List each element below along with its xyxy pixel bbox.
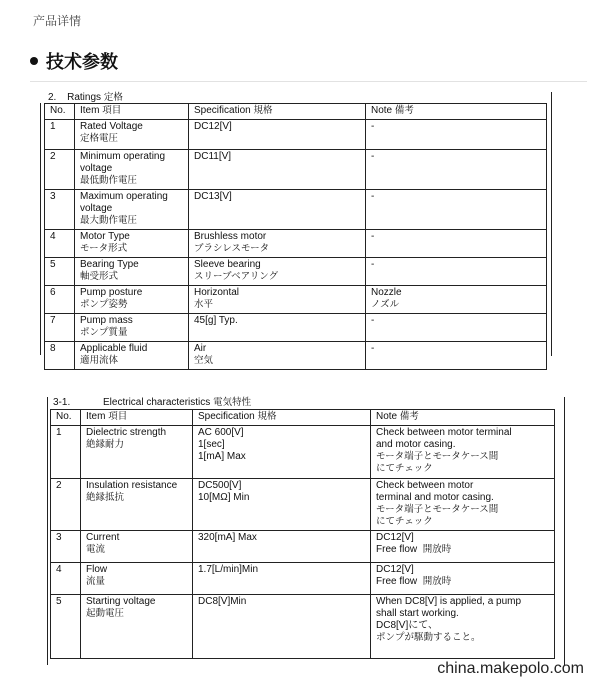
item-jp: ポンプ質量: [80, 327, 128, 338]
spec-en: Air: [194, 343, 207, 354]
cell-note: [366, 258, 547, 286]
spec-en: DC11[V]: [194, 151, 232, 162]
cell-no: 2: [45, 150, 75, 190]
cell-note: [371, 479, 555, 531]
cell-spec: [193, 426, 371, 479]
ratings-body: [45, 120, 547, 370]
item-jp: 最低動作電圧: [80, 175, 138, 186]
table-row: [45, 230, 547, 258]
note-jp: 開放時: [422, 576, 452, 587]
note-line-pair: [376, 544, 551, 556]
section-divider: [30, 81, 587, 82]
table-row: [45, 190, 547, 230]
spec-jp: 空気: [194, 355, 214, 366]
col-header-note: [371, 410, 555, 426]
note-jp: ノズル: [371, 299, 400, 310]
scan-border-left: [40, 103, 41, 355]
col-header-spec: [189, 104, 366, 120]
item-en: Dielectric strength: [86, 427, 167, 438]
note-line: DC8[V]にて、: [376, 620, 439, 631]
note-en: -: [371, 191, 375, 202]
table-row: [45, 120, 547, 150]
table-row: [51, 531, 555, 563]
note-line: DC12[V]: [376, 564, 414, 575]
electrical-header-row: [51, 410, 555, 426]
item-jp: 軸受形式: [80, 271, 119, 282]
spec-line: 320[mA] Max: [198, 532, 257, 543]
note-line: Check between motor: [376, 480, 474, 491]
item-en: Motor Type: [80, 231, 130, 242]
cell-item: [75, 342, 189, 370]
cell-note: [366, 150, 547, 190]
item-jp: 適用流体: [80, 355, 119, 366]
spec-en: Sleeve bearing: [194, 259, 261, 270]
item-jp: モータ形式: [80, 243, 128, 254]
note-en: Nozzle: [371, 287, 402, 298]
cell-item: [75, 314, 189, 342]
item-jp: ポンプ姿勢: [80, 299, 128, 310]
product-details-header: 产品详情: [33, 14, 82, 28]
cell-item: [75, 286, 189, 314]
ratings-table: [44, 103, 547, 370]
cell-item: [75, 190, 189, 230]
item-jp: 絶縁耐力: [86, 439, 125, 450]
note-line: When DC8[V] is applied, a pump: [376, 596, 522, 607]
cell-no: 5: [45, 258, 75, 286]
note-en: -: [371, 121, 375, 132]
section-heading: [30, 48, 118, 74]
item-en: Current: [86, 532, 120, 543]
electrical-caption-number: 3-1.: [53, 397, 71, 408]
item-jp: 起動電圧: [86, 608, 125, 619]
electrical-body: [51, 426, 555, 659]
col-header-spec: [193, 410, 371, 426]
spec-en: Brushless motor: [194, 231, 267, 242]
item-en: Flow: [86, 564, 108, 575]
cell-no: 2: [51, 479, 81, 531]
cell-spec: [189, 314, 366, 342]
note-jp-line: モータ端子とモータケース間: [376, 504, 499, 515]
cell-no: 4: [51, 563, 81, 595]
cell-no: 6: [45, 286, 75, 314]
cell-note: [371, 595, 555, 659]
item-en: Maximum operating voltage: [80, 191, 168, 214]
col-header-item: [81, 410, 193, 426]
cell-note: [366, 286, 547, 314]
cell-spec: [189, 342, 366, 370]
item-jp: 絶縁抵抗: [86, 492, 125, 503]
spec-jp: ブラシレスモータ: [194, 243, 270, 254]
note-en: -: [371, 343, 375, 354]
section-title: 技术参数: [46, 52, 118, 73]
note-line: DC12[V]: [376, 532, 414, 543]
spec-line: DC500[V]: [198, 480, 242, 491]
note-jp-line: ポンプが駆動すること。: [376, 632, 481, 643]
cell-no: 8: [45, 342, 75, 370]
electrical-caption-jp: 電気特性: [213, 397, 252, 408]
col-header-note-jp: 備考: [394, 105, 414, 116]
cell-spec: [193, 595, 371, 659]
cell-spec: [189, 286, 366, 314]
cell-no: 3: [51, 531, 81, 563]
col-header-spec-en: Specification: [194, 105, 251, 116]
item-en: Rated Voltage: [80, 121, 143, 132]
cell-no: 4: [45, 230, 75, 258]
col-header-item-jp: 項目: [108, 411, 128, 422]
item-en: Pump posture: [80, 287, 143, 298]
table-row: [45, 150, 547, 190]
note-en: Free flow: [376, 576, 418, 587]
cell-item: [81, 531, 193, 563]
note-en: -: [371, 315, 375, 326]
cell-spec: [189, 258, 366, 286]
scan-border-right: [551, 92, 552, 356]
ratings-header-row: [45, 104, 547, 120]
table-row: [45, 342, 547, 370]
col-header-spec-en: Specification: [198, 411, 255, 422]
spec-jp: 水平: [194, 299, 214, 310]
cell-spec: [189, 190, 366, 230]
note-line: shall start working.: [376, 608, 459, 619]
col-header-no: No.: [45, 104, 75, 120]
note-en: -: [371, 231, 375, 242]
col-header-spec-jp: 規格: [257, 411, 277, 422]
cell-note: [366, 230, 547, 258]
cell-spec: [193, 479, 371, 531]
item-en: Pump mass: [80, 315, 133, 326]
col-header-note: [366, 104, 547, 120]
item-en: Bearing Type: [80, 259, 139, 270]
spec-en: DC13[V]: [194, 191, 232, 202]
spec-jp: スリーブベアリング: [194, 271, 279, 282]
item-jp: 定格電圧: [80, 133, 119, 144]
note-jp-line: にてチェック: [376, 516, 433, 527]
cell-no: 5: [51, 595, 81, 659]
cell-note: [366, 120, 547, 150]
item-en: Insulation resistance: [86, 480, 178, 491]
col-header-note-en: Note: [376, 411, 398, 422]
cell-no: 3: [45, 190, 75, 230]
note-jp-line: モータ端子とモータケース間: [376, 451, 499, 462]
spec-en: Horizontal: [194, 287, 240, 298]
col-header-spec-jp: 規格: [253, 105, 273, 116]
cell-spec: [193, 563, 371, 595]
cell-spec: [189, 120, 366, 150]
col-header-note-jp: 備考: [399, 411, 419, 422]
note-line-pair: [376, 576, 551, 588]
cell-item: [81, 479, 193, 531]
note-line: and motor casing.: [376, 439, 456, 450]
cell-note: [371, 426, 555, 479]
table-row: [51, 595, 555, 659]
bullet-dot-icon: [30, 57, 38, 65]
spec-line: AC 600[V]: [198, 427, 244, 438]
item-jp: 最大動作電圧: [80, 215, 138, 226]
cell-no: 1: [51, 426, 81, 479]
note-line: Check between motor terminal: [376, 427, 512, 438]
table-row: [51, 479, 555, 531]
scan-border-left: [47, 397, 48, 665]
ratings-caption-number: 2.: [48, 92, 57, 103]
cell-note: [366, 342, 547, 370]
cell-note: [371, 563, 555, 595]
electrical-table: [50, 409, 555, 659]
item-en: Minimum operating voltage: [80, 151, 166, 174]
spec-line: 10[MΩ] Min: [198, 492, 250, 503]
note-en: -: [371, 151, 375, 162]
cell-no: 7: [45, 314, 75, 342]
table-row: [45, 314, 547, 342]
col-header-note-en: Note: [371, 105, 393, 116]
spec-en: DC12[V]: [194, 121, 232, 132]
item-jp: 流量: [86, 576, 106, 587]
cell-item: [75, 150, 189, 190]
table-row: [45, 258, 547, 286]
note-en: -: [371, 259, 375, 270]
cell-spec: [189, 150, 366, 190]
item-en: Starting voltage: [86, 596, 156, 607]
watermark: china.makepolo.com: [437, 660, 584, 677]
cell-no: 1: [45, 120, 75, 150]
spec-line: 1[mA] Max: [198, 451, 246, 462]
col-header-item-jp: 項目: [102, 105, 122, 116]
cell-item: [81, 595, 193, 659]
col-header-item-en: Item: [80, 105, 100, 116]
cell-item: [75, 230, 189, 258]
col-header-item-en: Item: [86, 411, 106, 422]
ratings-caption-jp: 定格: [103, 92, 123, 103]
ratings-caption-en: Ratings: [67, 92, 102, 103]
spec-line: DC8[V]Min: [198, 596, 247, 607]
cell-note: [371, 531, 555, 563]
electrical-caption-en: Electrical characteristics: [103, 397, 211, 408]
table-row: [51, 426, 555, 479]
note-jp-line: にてチェック: [376, 463, 433, 474]
spec-line: 1[sec]: [198, 439, 225, 450]
table-row: [51, 563, 555, 595]
item-en: Applicable fluid: [80, 343, 148, 354]
cell-item: [75, 120, 189, 150]
cell-item: [81, 426, 193, 479]
note-line: terminal and motor casing.: [376, 492, 494, 503]
cell-note: [366, 190, 547, 230]
cell-spec: [193, 531, 371, 563]
col-header-item: [75, 104, 189, 120]
cell-note: [366, 314, 547, 342]
cell-item: [75, 258, 189, 286]
spec-line: 1.7[L/min]Min: [198, 564, 259, 575]
cell-spec: [189, 230, 366, 258]
table-row: [45, 286, 547, 314]
cell-item: [81, 563, 193, 595]
spec-en: 45[g] Typ.: [194, 315, 238, 326]
electrical-caption: [53, 397, 251, 409]
item-jp: 電流: [86, 544, 106, 555]
col-header-no: No.: [51, 410, 81, 426]
note-en: Free flow: [376, 544, 418, 555]
scan-border-right: [564, 397, 565, 665]
note-jp: 開放時: [422, 544, 452, 555]
